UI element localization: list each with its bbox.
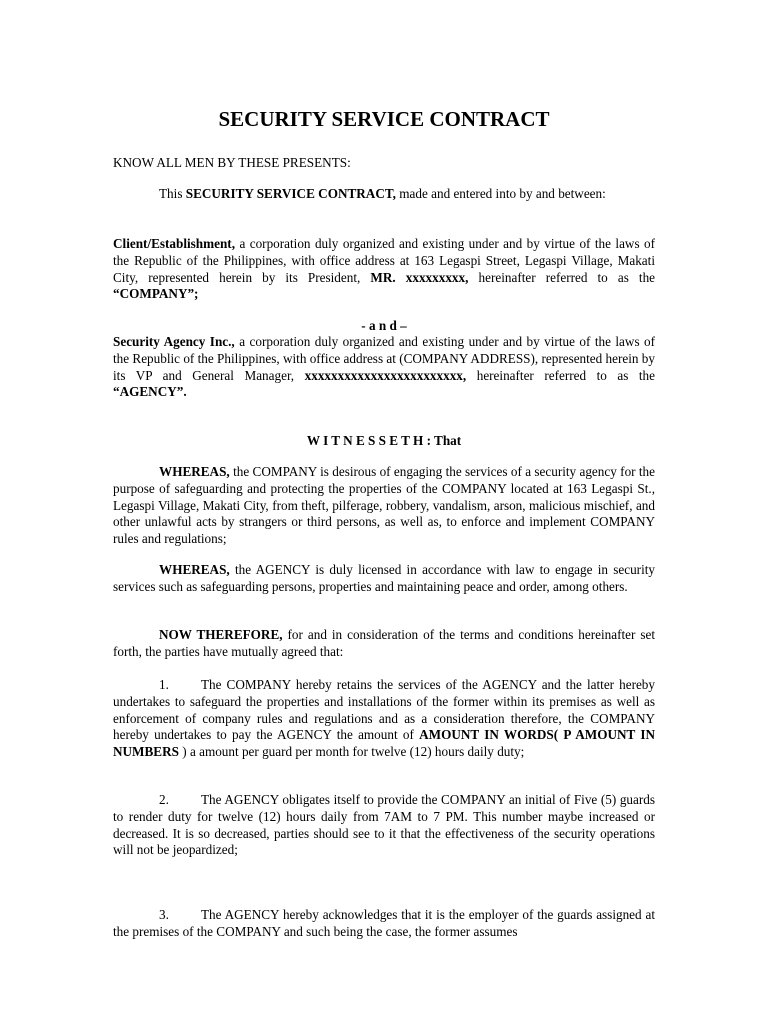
whereas2-paragraph bbox=[113, 562, 655, 596]
now-therefore-paragraph bbox=[113, 627, 655, 661]
clause2-number: 2. bbox=[159, 792, 169, 807]
now-therefore-text: for and in consideration of the terms and conditions hereinafter set forth, the parties have mutually agreed that: bbox=[113, 627, 656, 659]
party2-alias: “AGENCY”. bbox=[113, 384, 187, 400]
party1-text2: hereinafter referred to as the bbox=[478, 269, 656, 285]
witnesseth-heading: W I T N E S S E T H : That bbox=[306, 433, 462, 448]
clause2-paragraph bbox=[113, 792, 655, 859]
party1-name: Client/Establishment, bbox=[113, 236, 235, 251]
whereas1-lead: WHEREAS, bbox=[159, 464, 230, 479]
clause1-text: The COMPANY hereby retains the services of the AGENCY and the latter hereby undertakes to safeguard the properties and installations of the former within its premises as well as enforcement of company rules and regulations and as a consideration therefore, the COMPANY hereby undertakes to pay the AGENCY the amount of bbox=[113, 677, 655, 743]
party1-representative: MR. xxxxxxxxx, bbox=[370, 269, 469, 285]
clause3-paragraph bbox=[113, 907, 655, 941]
now-therefore-lead: NOW THEREFORE, bbox=[159, 627, 283, 642]
clause1-text2: ) a amount per guard per month for twelve (12) hours daily duty; bbox=[182, 744, 525, 760]
clause1-paragraph bbox=[113, 677, 655, 761]
opening-paragraph bbox=[113, 186, 655, 203]
clause1-number: 1. bbox=[159, 677, 169, 692]
party1-paragraph bbox=[113, 236, 655, 303]
document-title: SECURITY SERVICE CONTRACT bbox=[218, 107, 550, 131]
and-separator: - a n d – bbox=[361, 318, 407, 333]
opening-this: This bbox=[159, 186, 183, 201]
clause1-amount: AMOUNT IN WORDS( P AMOUNT IN NUMBERS bbox=[113, 727, 655, 760]
whereas2-text: the AGENCY is duly licensed in accordance with law to engage in security services such as safeguarding persons, properties and maintaining peace and order, among others. bbox=[113, 562, 655, 594]
whereas2-lead: WHEREAS, bbox=[159, 562, 230, 577]
opening-contract-name: SECURITY SERVICE CONTRACT, bbox=[185, 186, 396, 201]
intro-line: KNOW ALL MEN BY THESE PRESENTS: bbox=[113, 155, 351, 170]
clause3-text: The AGENCY hereby acknowledges that it is the employer of the guards assigned at the premises of the COMPANY and such being the case, the former assumes bbox=[113, 907, 655, 939]
opening-rest: made and entered into by and between: bbox=[399, 186, 606, 201]
whereas1-paragraph bbox=[113, 464, 655, 548]
party2-paragraph bbox=[113, 334, 655, 401]
clause2-text: The AGENCY obligates itself to provide the COMPANY an initial of Five (5) guards to render duty for twelve (12) hours daily from 7AM to 7 PM. This number maybe increased or decreased. It is so decreased, parties should see to it that the effectiveness of the security operations will not be jeopardized; bbox=[113, 792, 655, 858]
party1-text: a corporation duly organized and existing under and by virtue of the laws of the Republic of the Philippines, with office address at 163 Legaspi Street, Legaspi Village, Makati City, represented herein by its President, bbox=[113, 236, 655, 285]
party2-name: Security Agency Inc., bbox=[113, 334, 235, 349]
party1-alias: “COMPANY”; bbox=[113, 286, 199, 302]
whereas1-text: the COMPANY is desirous of engaging the services of a security agency for the purpose of safeguarding and protecting the properties of the COMPANY located at 163 Legaspi St., Legaspi Village, Makati City, from theft, pilferage, robbery, vandalism, arson, malicious mischief, and other unlawful acts by strangers or third persons, as well as, to enforce and implement COMPANY rules and regulations; bbox=[113, 464, 656, 547]
party2-text: a corporation duly organized and existing under and by virtue of the laws of the Republic of the Philippines, with office address at (COMPANY ADDRESS), represented herein by its VP and General Manager, bbox=[113, 334, 656, 383]
clause3-number: 3. bbox=[159, 907, 169, 922]
party2-representative: xxxxxxxxxxxxxxxxxxxxxxxx, bbox=[304, 367, 467, 383]
party2-text2: hereinafter referred to as the bbox=[476, 367, 656, 383]
